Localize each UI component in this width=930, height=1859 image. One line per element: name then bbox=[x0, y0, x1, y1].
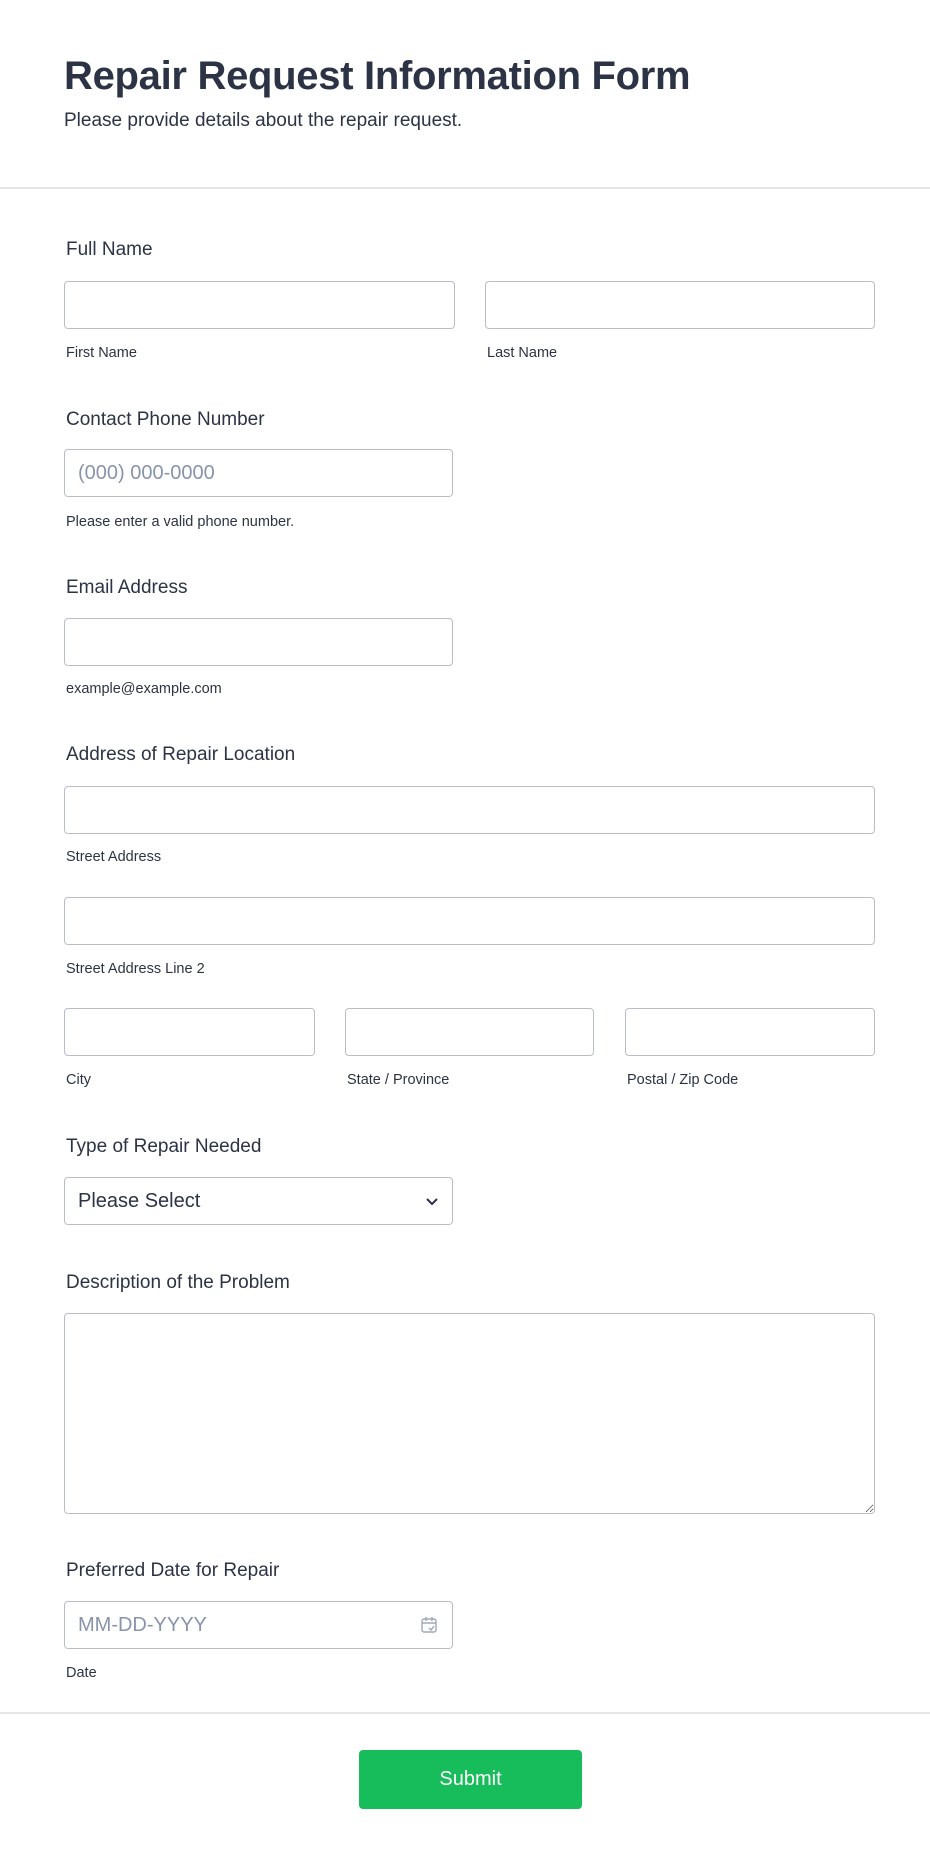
first-name-input[interactable] bbox=[64, 281, 455, 329]
last-name-input[interactable] bbox=[485, 281, 875, 329]
repair-type-selected: Please Select bbox=[78, 1189, 201, 1212]
submit-button[interactable]: Submit bbox=[359, 1750, 582, 1809]
page-subtitle: Please provide details about the repair request. bbox=[64, 110, 463, 131]
date-sublabel: Date bbox=[66, 1665, 97, 1681]
chevron-down-icon bbox=[425, 1197, 439, 1206]
repair-type-label: Type of Repair Needed bbox=[66, 1136, 262, 1157]
date-input[interactable] bbox=[64, 1601, 453, 1649]
zip-input[interactable] bbox=[625, 1008, 875, 1056]
street-address-line2-input[interactable] bbox=[64, 897, 875, 945]
phone-input[interactable] bbox=[64, 449, 453, 497]
first-name-sublabel: First Name bbox=[66, 345, 137, 361]
date-label: Preferred Date for Repair bbox=[66, 1560, 280, 1581]
address-label: Address of Repair Location bbox=[66, 744, 296, 765]
email-input[interactable] bbox=[64, 618, 453, 666]
street-address-sublabel: Street Address bbox=[66, 849, 162, 865]
email-label: Email Address bbox=[66, 577, 188, 598]
city-input[interactable] bbox=[64, 1008, 315, 1056]
state-sublabel: State / Province bbox=[347, 1072, 450, 1088]
page-title: Repair Request Information Form bbox=[64, 54, 691, 98]
state-input[interactable] bbox=[345, 1008, 594, 1056]
street-address-input[interactable] bbox=[64, 786, 875, 834]
description-label: Description of the Problem bbox=[66, 1272, 290, 1293]
last-name-sublabel: Last Name bbox=[487, 345, 558, 361]
zip-sublabel: Postal / Zip Code bbox=[627, 1072, 739, 1088]
footer-divider bbox=[0, 1712, 930, 1714]
phone-label: Contact Phone Number bbox=[66, 409, 265, 430]
repair-type-select[interactable] bbox=[64, 1177, 453, 1225]
street-address-line2-sublabel: Street Address Line 2 bbox=[66, 961, 205, 977]
description-textarea[interactable] bbox=[64, 1313, 875, 1514]
full-name-label: Full Name bbox=[66, 239, 153, 260]
calendar-icon[interactable] bbox=[419, 1615, 439, 1635]
city-sublabel: City bbox=[66, 1072, 91, 1088]
phone-sublabel: Please enter a valid phone number. bbox=[66, 514, 295, 530]
header-divider bbox=[0, 187, 930, 189]
email-sublabel: example@example.com bbox=[66, 681, 222, 697]
